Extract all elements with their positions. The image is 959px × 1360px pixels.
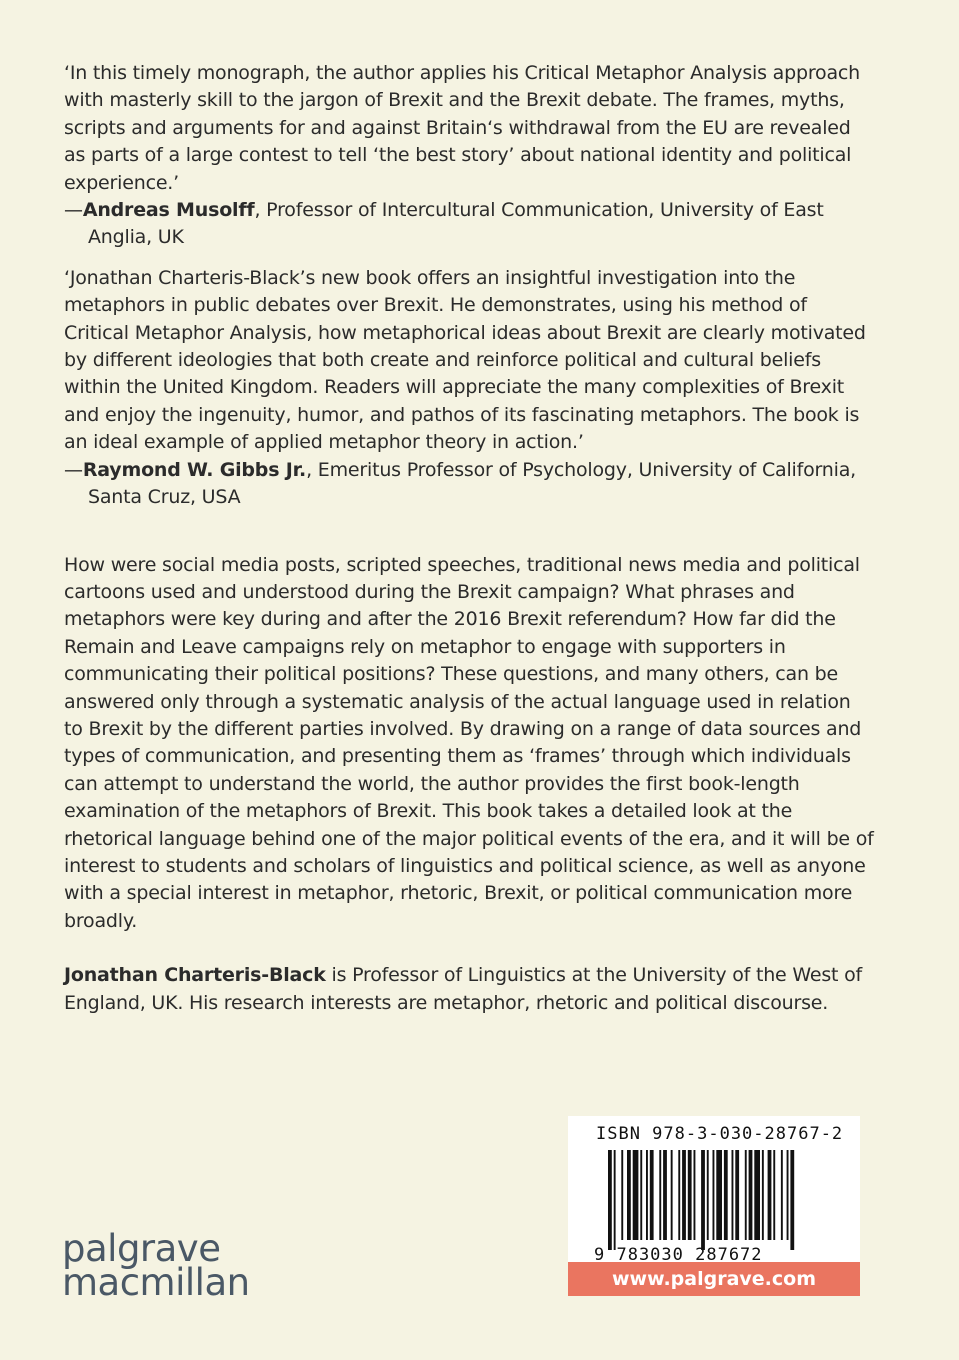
barcode-bar	[781, 1150, 783, 1240]
attribution-dash: —	[64, 199, 83, 222]
barcode-bar	[608, 1150, 612, 1250]
publisher-website: www.palgrave.com	[568, 1262, 860, 1296]
barcode-bar	[713, 1150, 715, 1240]
barcode-image	[594, 1150, 834, 1262]
barcode-bar	[659, 1150, 661, 1240]
barcode-bar	[762, 1150, 764, 1240]
barcode-bar	[790, 1150, 794, 1250]
barcode-bar	[749, 1150, 753, 1240]
barcode-bar	[663, 1150, 667, 1240]
barcode-digits: 9 783030 287672	[594, 1245, 763, 1262]
blurb-attribution-2	[64, 457, 874, 512]
publisher-logo	[62, 1227, 250, 1304]
blurb-quote-1: ‘In this timely monograph, the author applies his Critical Metaphor Analysis approach with masterly skill to the jargon of Brexit and the Brexit debate. The frames, myths, scripts and arguments for and against Britain‘s withdrawal from the EU are revealed as parts of a large contest to tell ‘the best story’ about national identity and political experience.’	[64, 62, 860, 194]
reviewer-affiliation-2: , Emeritus Professor of Psychology, University of California, Santa Cruz, USA	[88, 458, 857, 509]
barcode-bar	[614, 1150, 616, 1250]
barcode-bar	[682, 1150, 686, 1240]
logo-line-macmillan: macmillan	[62, 1261, 250, 1304]
reviewer-affiliation-1: , Professor of Intercultural Communication, University of East Anglia, UK	[88, 199, 824, 249]
back-cover-text	[64, 60, 874, 1017]
barcode-bar	[621, 1150, 623, 1240]
barcode-bar	[633, 1150, 639, 1240]
barcode-bar	[787, 1150, 789, 1240]
barcode-bar	[688, 1150, 692, 1240]
barcode-bar	[678, 1150, 680, 1240]
barcode-bar	[716, 1150, 722, 1240]
barcode-bar	[694, 1150, 696, 1240]
barcode-bar	[768, 1150, 772, 1240]
barcode-bar	[773, 1150, 775, 1240]
reviewer-name-1: Andreas Musolff	[82, 199, 255, 222]
barcode-bar	[627, 1150, 631, 1240]
blurb-attribution-1	[64, 197, 874, 252]
author-bio-text: is Professor of Linguistics at the University of the West of England, UK. His research interests are metaphor, rhetoric and political discourse.	[64, 964, 863, 1014]
barcode-bar	[707, 1150, 709, 1240]
isbn-barcode-box	[568, 1116, 860, 1296]
barcode-bar	[732, 1150, 734, 1240]
attribution-dash: —	[64, 458, 83, 481]
blurb-quote-2: ‘Jonathan Charteris-Black’s new book offers an insightful investigation into the metaphors in public debates over Brexit. He demonstrates, using his method of Critical Metaphor Analysis, how metaphorical ideas about Brexit are clearly motivated by different ideologies that both create and reinforce political and cultural beliefs within the United Kingdom. Readers will appreciate the many complexities of Brexit and enjoy the ingenuity, humor, and pathos of its fascinating metaphors. The book is an ideal example of applied metaphor theory in action.’	[64, 266, 866, 454]
barcode-bar	[745, 1150, 747, 1240]
barcode-bar	[671, 1150, 673, 1240]
barcode-bar	[650, 1150, 654, 1240]
barcode-bar	[701, 1150, 705, 1250]
barcode-bar	[640, 1150, 642, 1240]
isbn-label: ISBN 978-3-030-28767-2	[596, 1124, 844, 1144]
author-name: Jonathan Charteris-Black	[64, 964, 326, 987]
logo-line-palgrave: palgrave	[62, 1227, 221, 1270]
author-bio	[64, 962, 874, 1017]
barcode-bar	[735, 1150, 739, 1240]
reviewer-name-2: Raymond W. Gibbs Jr.	[82, 458, 307, 481]
barcode-bar	[754, 1150, 760, 1240]
book-description: How were social media posts, scripted speeches, traditional news media and political cartoons used and understood during the Brexit campaign? What phrases and metaphors were key during and after the 2016 Brexit referendum? How far did the Remain and Leave campaigns rely on metaphor to engage with supporters in communicating their political positions? These questions, and many others, can be answered only through a systematic analysis of the actual language used in relation to Brexit by the different parties involved. By drawing on a range of data sources and types of communication, and presenting them as ‘frames’ through which individuals can attempt to understand the world, the author provides the first book-length examination of the metaphors of Brexit. This book takes a detailed look at the rhetorical language behind one of the major political events of the era, and it will be of interest to students and scholars of linguistics and political science, as well as anyone with a special interest in metaphor, rhetoric, Brexit, or political communication more broadly.	[64, 553, 874, 932]
barcode-bar	[724, 1150, 728, 1240]
barcode-bar	[646, 1150, 648, 1240]
